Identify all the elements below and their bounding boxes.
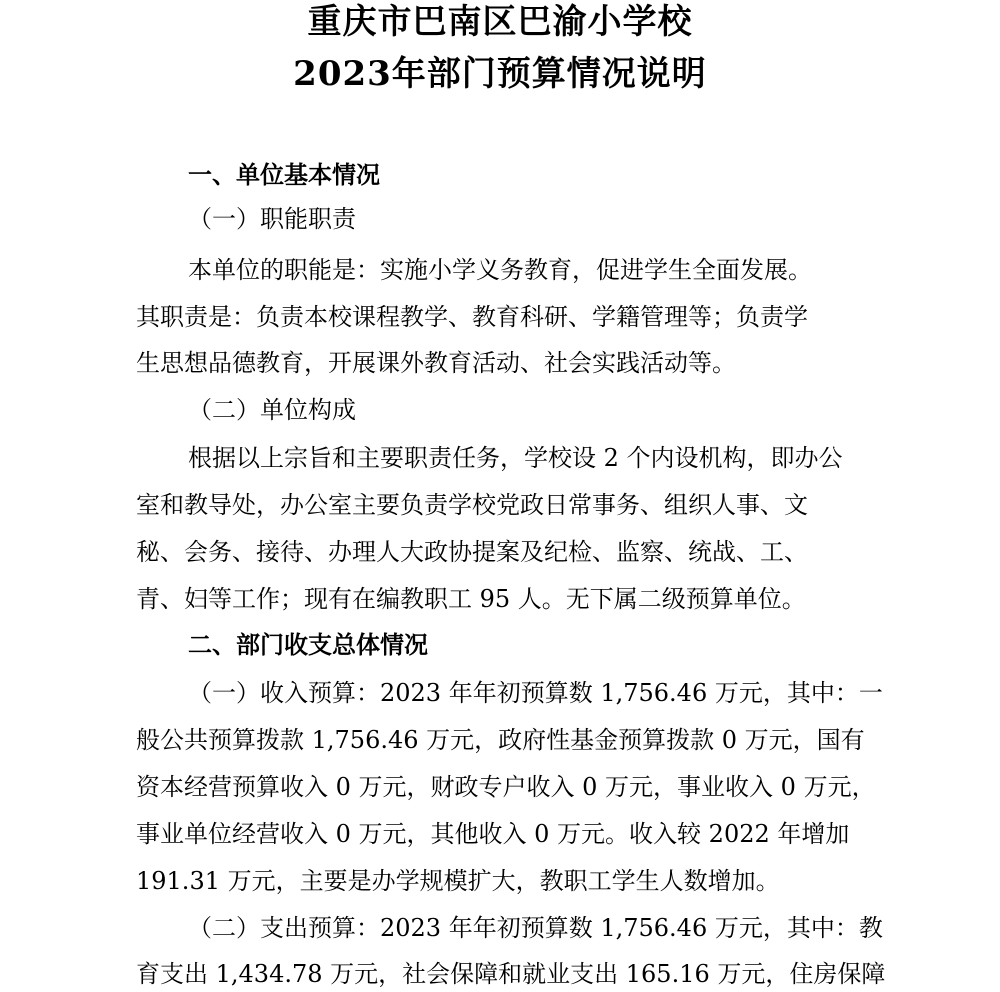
paragraph-line: 秘、会务、接待、办理人大政协提案及纪检、监察、统战、工、: [136, 538, 808, 566]
paragraph-line: 根据以上宗旨和主要职责任务，学校设 2 个内设机构，即办公: [188, 444, 843, 472]
paragraph-line: 育支出 1,434.78 万元，社会保障和就业支出 165.16 万元，住房保障: [136, 960, 886, 988]
paragraph-line: 本单位的职能是：实施小学义务教育，促进学生全面发展。: [188, 256, 812, 284]
subsection-heading-duties: （一）职能职责: [188, 205, 356, 233]
paragraph-line-income-budget: （一）收入预算：2023 年年初预算数 1,756.46 万元，其中：一: [188, 679, 883, 707]
paragraph-line: 般公共预算拨款 1,756.46 万元，政府性基金预算拨款 0 万元，国有: [136, 726, 865, 754]
paragraph-line: 生思想品德教育，开展课外教育活动、社会实践活动等。: [136, 349, 736, 377]
section-heading-budget-overview: 二、部门收支总体情况: [188, 630, 428, 659]
paragraph-line-expenditure-budget: （二）支出预算：2023 年年初预算数 1,756.46 万元，其中：教: [188, 914, 883, 942]
paragraph-line: 191.31 万元，主要是办学规模扩大，教职工学生人数增加。: [136, 867, 780, 895]
paragraph-line: 资本经营预算收入 0 万元，财政专户收入 0 万元，事业收入 0 万元，: [136, 773, 876, 801]
paragraph-line: 事业单位经营收入 0 万元，其他收入 0 万元。收入较 2022 年增加: [136, 820, 850, 848]
document-title-line2: 2023年部门预算情况说明: [293, 54, 707, 94]
subsection-heading-composition: （二）单位构成: [188, 396, 356, 424]
document-title-line1: 重庆市巴南区巴渝小学校: [307, 2, 693, 42]
section-heading-unit-basic-info: 一、单位基本情况: [188, 160, 380, 189]
paragraph-line: 其职责是：负责本校课程教学、教育科研、学籍管理等；负责学: [136, 303, 808, 331]
paragraph-line: 青、妇等工作；现有在编教职工 95 人。无下属二级预算单位。: [136, 585, 806, 613]
paragraph-line: 室和教导处，办公室主要负责学校党政日常事务、组织人事、文: [136, 491, 808, 519]
